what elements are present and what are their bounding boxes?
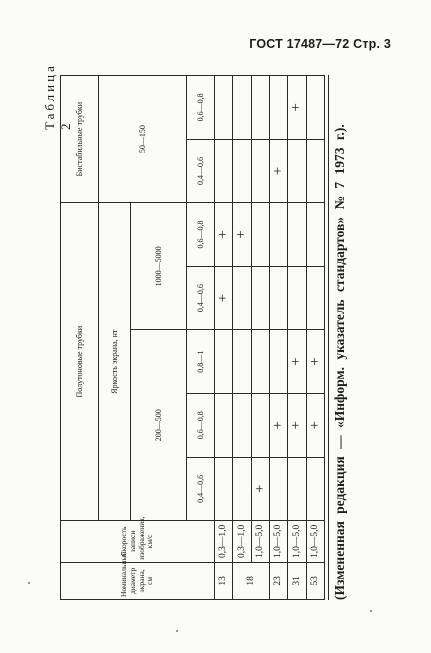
header-width: 0,6—0,8	[187, 393, 215, 457]
header-width: 0,8—1	[187, 330, 215, 394]
cell-mark: +	[288, 393, 306, 457]
cell-mark	[215, 76, 233, 140]
header-width: 0,6—0,8	[187, 203, 215, 267]
header-range-bistable: 50—150	[99, 76, 187, 203]
cell-mark: +	[288, 330, 306, 394]
header-halftone: Полутоновые трубки	[61, 203, 99, 521]
cell-mark: +	[306, 330, 324, 394]
cell-diameter: 13	[215, 562, 233, 599]
cell-speed: 1,0—5,0	[269, 521, 287, 563]
cell-mark	[251, 330, 269, 394]
cell-mark: +	[215, 203, 233, 267]
cell-mark	[233, 76, 251, 140]
header-width: 0,4—0,6	[187, 457, 215, 521]
cell-mark	[288, 139, 306, 203]
cell-mark: +	[251, 457, 269, 521]
cell-mark	[269, 330, 287, 394]
header-width: 0,6—0,8	[187, 76, 215, 140]
cell-mark	[288, 203, 306, 267]
cell-mark	[251, 139, 269, 203]
cell-mark	[288, 457, 306, 521]
cell-mark	[269, 266, 287, 330]
cell-mark	[251, 76, 269, 140]
table-bottom-rule	[328, 75, 329, 600]
cell-speed: 1,0—5,0	[251, 521, 269, 563]
cell-mark	[233, 393, 251, 457]
cell-mark	[306, 203, 324, 267]
cell-mark	[306, 139, 324, 203]
cell-mark	[269, 203, 287, 267]
cell-mark	[215, 393, 233, 457]
cell-mark: +	[306, 393, 324, 457]
cell-mark: +	[288, 76, 306, 140]
cell-mark: +	[233, 203, 251, 267]
cell-mark	[215, 330, 233, 394]
cell-speed: 1,0—5,0	[288, 521, 306, 563]
scan-speck	[28, 582, 30, 584]
header-bistable: Бистабильные трубки	[61, 76, 99, 203]
cell-mark: +	[215, 266, 233, 330]
cell-mark: +	[269, 393, 287, 457]
cell-mark	[233, 457, 251, 521]
cell-mark	[215, 139, 233, 203]
cell-mark: +	[269, 139, 287, 203]
header-diameter: Номинальный диаметр экрана, см	[61, 562, 215, 599]
cell-diameter: 18	[233, 562, 270, 599]
header-range-1000: 1000—5000	[131, 203, 187, 330]
page-header: ГОСТ 17487—72 Стр. 3	[249, 37, 391, 51]
header-speed: Скорость записи изображения, км/с	[61, 521, 215, 563]
cell-mark	[306, 266, 324, 330]
cell-mark	[233, 139, 251, 203]
amendment-note: (Измененная редакция — «Информ. указатель стандартов» № 7 1973 г.).	[332, 124, 347, 600]
cell-mark	[233, 330, 251, 394]
cell-diameter: 23	[269, 562, 287, 599]
cell-speed: 0,3—1,0	[215, 521, 233, 563]
cell-mark	[251, 266, 269, 330]
scan-speck	[370, 610, 372, 612]
cell-mark	[251, 203, 269, 267]
header-width: 0,4—0,6	[187, 266, 215, 330]
cell-speed: 0,3—1,0	[233, 521, 251, 563]
header-width: 0,4—0,6	[187, 139, 215, 203]
scan-speck	[176, 630, 178, 632]
table-caption: Таблица 2	[42, 63, 73, 130]
cell-speed: 1,0—5,0	[306, 521, 324, 563]
cell-mark	[251, 393, 269, 457]
cell-mark	[233, 266, 251, 330]
specs-table	[60, 75, 325, 600]
cell-mark	[306, 76, 324, 140]
rotated-content	[40, 63, 410, 600]
cell-diameter: 53	[306, 562, 324, 599]
cell-diameter: 31	[288, 562, 306, 599]
cell-mark	[288, 266, 306, 330]
cell-mark	[306, 457, 324, 521]
cell-mark	[269, 76, 287, 140]
header-range-200: 200—500	[131, 330, 187, 521]
header-brightness: Яркость экрана, нт	[99, 203, 131, 521]
cell-mark	[215, 457, 233, 521]
cell-mark	[269, 457, 287, 521]
